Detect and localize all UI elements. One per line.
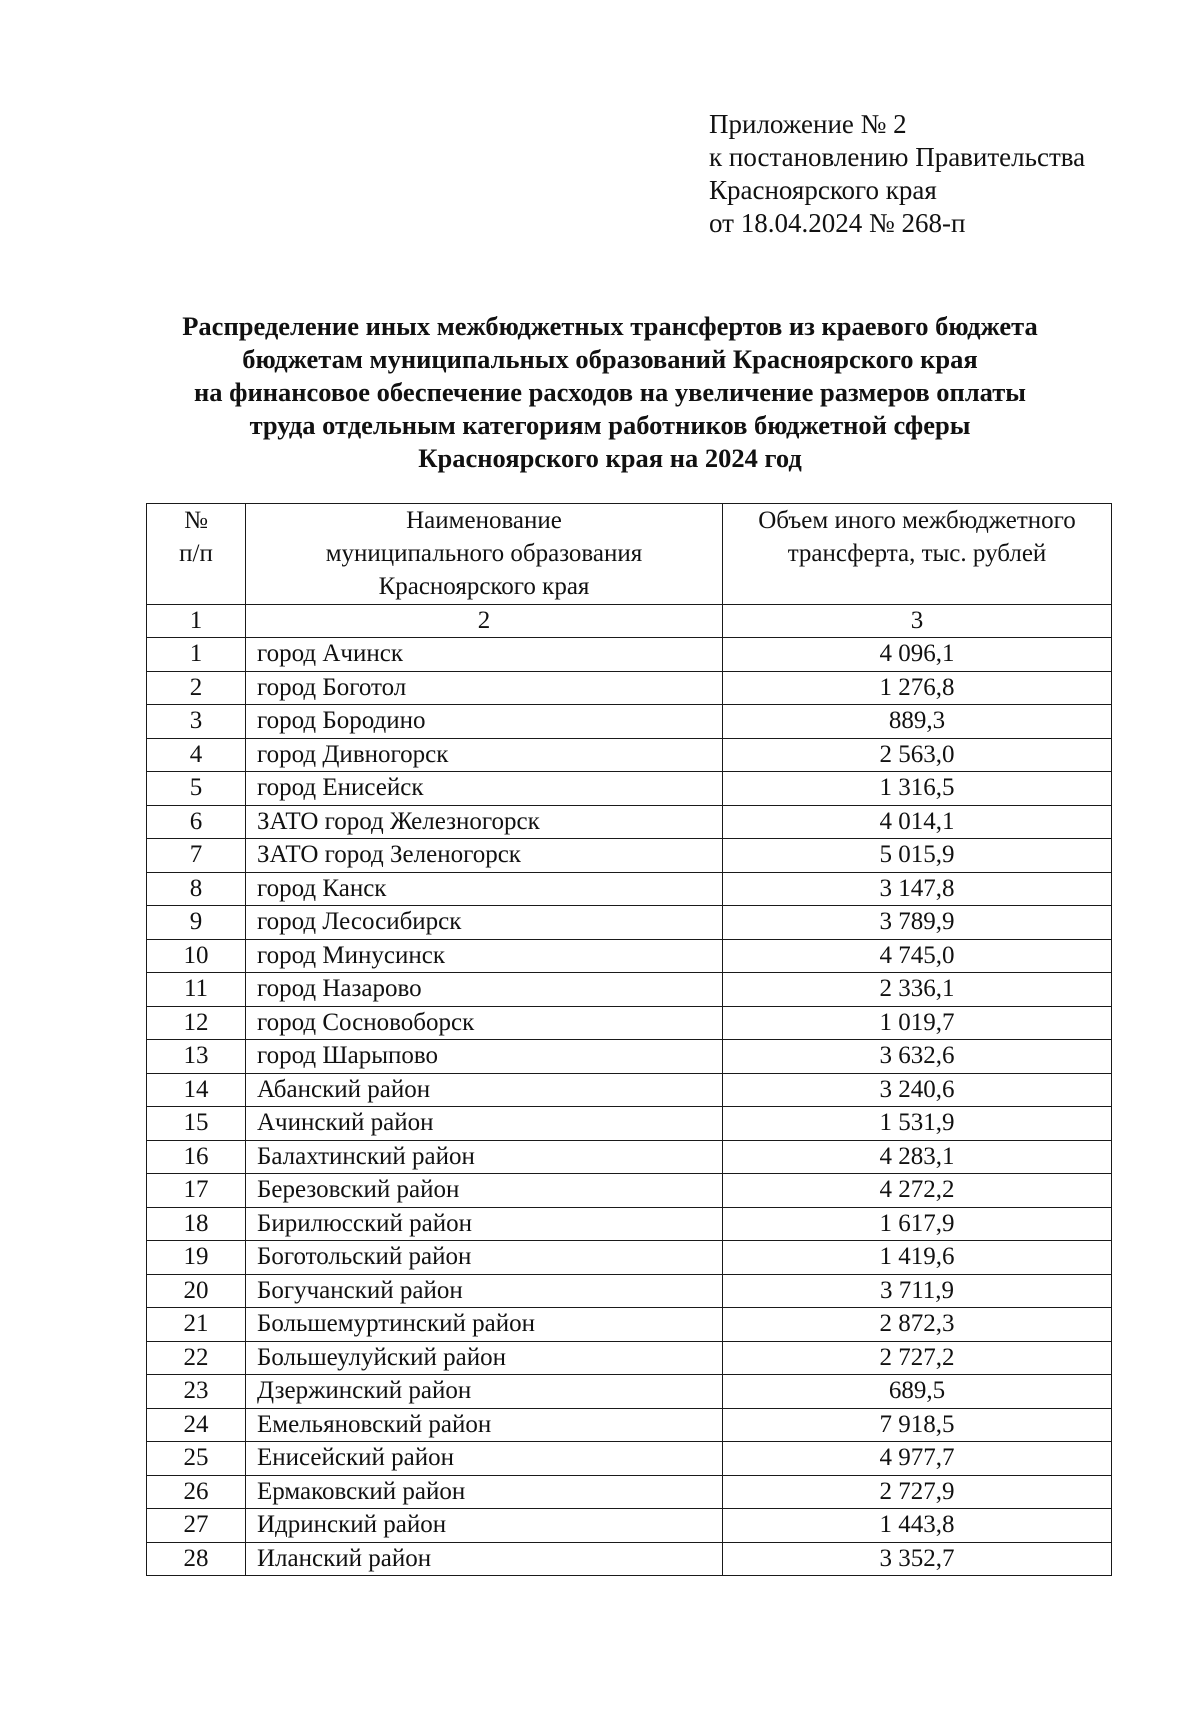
row-number: 15 — [147, 1107, 246, 1141]
row-number: 19 — [147, 1241, 246, 1275]
row-number: 25 — [147, 1442, 246, 1476]
row-number: 5 — [147, 772, 246, 806]
table-row — [147, 939, 1112, 973]
municipality-name: Идринский район — [246, 1509, 723, 1543]
table-row — [147, 738, 1112, 772]
municipality-name: Абанский район — [246, 1073, 723, 1107]
transfer-amount: 1 019,7 — [723, 1006, 1112, 1040]
municipality-name: Большеулуйский район — [246, 1341, 723, 1375]
transfer-amount: 5 015,9 — [723, 839, 1112, 873]
column-number: 3 — [723, 605, 1112, 638]
transfer-amount: 4 745,0 — [723, 939, 1112, 973]
row-number: 11 — [147, 973, 246, 1007]
table-row — [147, 1509, 1112, 1543]
municipality-name: Ачинский район — [246, 1107, 723, 1141]
table-row — [147, 1006, 1112, 1040]
row-number: 23 — [147, 1375, 246, 1409]
row-number: 3 — [147, 705, 246, 739]
row-number: 24 — [147, 1408, 246, 1442]
table-row — [147, 638, 1112, 672]
row-number: 8 — [147, 872, 246, 906]
row-number: 18 — [147, 1207, 246, 1241]
attachment-line: к постановлению Правительства — [709, 142, 1086, 172]
municipality-name: город Лесосибирск — [246, 906, 723, 940]
title-line: на финансовое обеспечение расходов на увеличение размеров оплаты — [194, 377, 1026, 407]
table-row — [147, 1274, 1112, 1308]
transfer-amount: 3 711,9 — [723, 1274, 1112, 1308]
municipality-name: город Бородино — [246, 705, 723, 739]
transfer-amount: 2 727,9 — [723, 1475, 1112, 1509]
table-row — [147, 671, 1112, 705]
municipality-name: Березовский район — [246, 1174, 723, 1208]
transfer-amount: 2 872,3 — [723, 1308, 1112, 1342]
row-number: 9 — [147, 906, 246, 940]
table-row — [147, 839, 1112, 873]
table-row — [147, 1375, 1112, 1409]
transfer-amount: 1 316,5 — [723, 772, 1112, 806]
transfer-amount: 7 918,5 — [723, 1408, 1112, 1442]
table-row — [147, 1073, 1112, 1107]
municipality-name: Большемуртинский район — [246, 1308, 723, 1342]
table-row — [147, 1408, 1112, 1442]
transfer-amount: 2 563,0 — [723, 738, 1112, 772]
transfer-amount: 1 276,8 — [723, 671, 1112, 705]
transfer-amount: 1 617,9 — [723, 1207, 1112, 1241]
municipality-name: Енисейский район — [246, 1442, 723, 1476]
transfer-amount: 1 443,8 — [723, 1509, 1112, 1543]
transfer-amount: 3 147,8 — [723, 872, 1112, 906]
table-row — [147, 1140, 1112, 1174]
attachment-note — [709, 108, 1179, 240]
table-header-row — [147, 504, 1112, 605]
header-text: Наименование — [406, 507, 562, 534]
row-number: 1 — [147, 638, 246, 672]
table-row — [147, 973, 1112, 1007]
municipality-name: Бирилюсский район — [246, 1207, 723, 1241]
table-row — [147, 1207, 1112, 1241]
table-row — [147, 906, 1112, 940]
attachment-line: Красноярского края — [709, 175, 937, 205]
title-line: Распределение иных межбюджетных трансфертов из краевого бюджета — [182, 311, 1038, 341]
municipality-name: город Боготол — [246, 671, 723, 705]
table-row — [147, 1442, 1112, 1476]
row-number: 7 — [147, 839, 246, 873]
row-number: 22 — [147, 1341, 246, 1375]
header-value — [723, 504, 1112, 605]
table-row — [147, 1341, 1112, 1375]
row-number: 10 — [147, 939, 246, 973]
table-row — [147, 1308, 1112, 1342]
transfer-amount: 3 240,6 — [723, 1073, 1112, 1107]
municipality-name: город Канск — [246, 872, 723, 906]
municipality-name: Дзержинский район — [246, 1375, 723, 1409]
transfer-amount: 3 352,7 — [723, 1542, 1112, 1576]
title-line: бюджетам муниципальных образований Красноярского края — [242, 344, 978, 374]
transfer-amount: 4 096,1 — [723, 638, 1112, 672]
transfer-amount: 4 283,1 — [723, 1140, 1112, 1174]
table-row — [147, 1040, 1112, 1074]
transfer-amount: 2 336,1 — [723, 973, 1112, 1007]
municipality-name: город Сосновоборск — [246, 1006, 723, 1040]
row-number: 6 — [147, 805, 246, 839]
municipality-name: город Енисейск — [246, 772, 723, 806]
column-number: 2 — [246, 605, 723, 638]
transfer-amount: 3 632,6 — [723, 1040, 1112, 1074]
header-text: Красноярского края — [378, 573, 590, 600]
municipality-name: Ермаковский район — [246, 1475, 723, 1509]
row-number: 4 — [147, 738, 246, 772]
municipality-name: город Дивногорск — [246, 738, 723, 772]
table-row — [147, 1174, 1112, 1208]
table-row — [147, 1241, 1112, 1275]
table-row — [147, 772, 1112, 806]
municipality-name: Боготольский район — [246, 1241, 723, 1275]
column-number: 1 — [147, 605, 246, 638]
municipality-name: город Назарово — [246, 973, 723, 1007]
transfer-amount: 1 531,9 — [723, 1107, 1112, 1141]
row-number: 28 — [147, 1542, 246, 1576]
attachment-line: от 18.04.2024 № 268-п — [709, 208, 966, 238]
transfer-amount: 1 419,6 — [723, 1241, 1112, 1275]
header-text: п/п — [179, 540, 213, 567]
transfer-amount: 3 789,9 — [723, 906, 1112, 940]
row-number: 20 — [147, 1274, 246, 1308]
municipality-name: Иланский район — [246, 1542, 723, 1576]
table-row — [147, 1107, 1112, 1141]
row-number: 2 — [147, 671, 246, 705]
row-number: 13 — [147, 1040, 246, 1074]
municipality-name: город Шарыпово — [246, 1040, 723, 1074]
municipality-name: город Ачинск — [246, 638, 723, 672]
table-row — [147, 805, 1112, 839]
document-title — [120, 310, 1100, 475]
title-line: Красноярского края на 2024 год — [418, 443, 802, 473]
attachment-line: Приложение № 2 — [709, 109, 907, 139]
table-row — [147, 1475, 1112, 1509]
row-number: 12 — [147, 1006, 246, 1040]
municipality-name: ЗАТО город Железногорск — [246, 805, 723, 839]
municipality-name: Балахтинский район — [246, 1140, 723, 1174]
transfer-amount: 2 727,2 — [723, 1341, 1112, 1375]
row-number: 17 — [147, 1174, 246, 1208]
title-line: труда отдельным категориям работников бюджетной сферы — [249, 410, 971, 440]
row-number: 14 — [147, 1073, 246, 1107]
row-number: 26 — [147, 1475, 246, 1509]
transfer-amount: 4 977,7 — [723, 1442, 1112, 1476]
header-text: трансферта, тыс. рублей — [787, 540, 1047, 567]
header-name — [246, 504, 723, 605]
table-row — [147, 872, 1112, 906]
table-row — [147, 705, 1112, 739]
transfers-table — [146, 503, 1112, 1576]
header-text: муниципального образования — [325, 540, 643, 567]
header-text: № — [184, 507, 208, 534]
municipality-name: город Минусинск — [246, 939, 723, 973]
municipality-name: ЗАТО город Зеленогорск — [246, 839, 723, 873]
row-number: 21 — [147, 1308, 246, 1342]
municipality-name: Емельяновский район — [246, 1408, 723, 1442]
row-number: 27 — [147, 1509, 246, 1543]
transfer-amount: 689,5 — [723, 1375, 1112, 1409]
transfer-amount: 4 272,2 — [723, 1174, 1112, 1208]
transfer-amount: 4 014,1 — [723, 805, 1112, 839]
header-text: Объем иного межбюджетного — [758, 507, 1076, 534]
row-number: 16 — [147, 1140, 246, 1174]
municipality-name: Богучанский район — [246, 1274, 723, 1308]
transfer-amount: 889,3 — [723, 705, 1112, 739]
column-number-row — [147, 605, 1112, 638]
header-num — [147, 504, 246, 605]
table-row — [147, 1542, 1112, 1576]
